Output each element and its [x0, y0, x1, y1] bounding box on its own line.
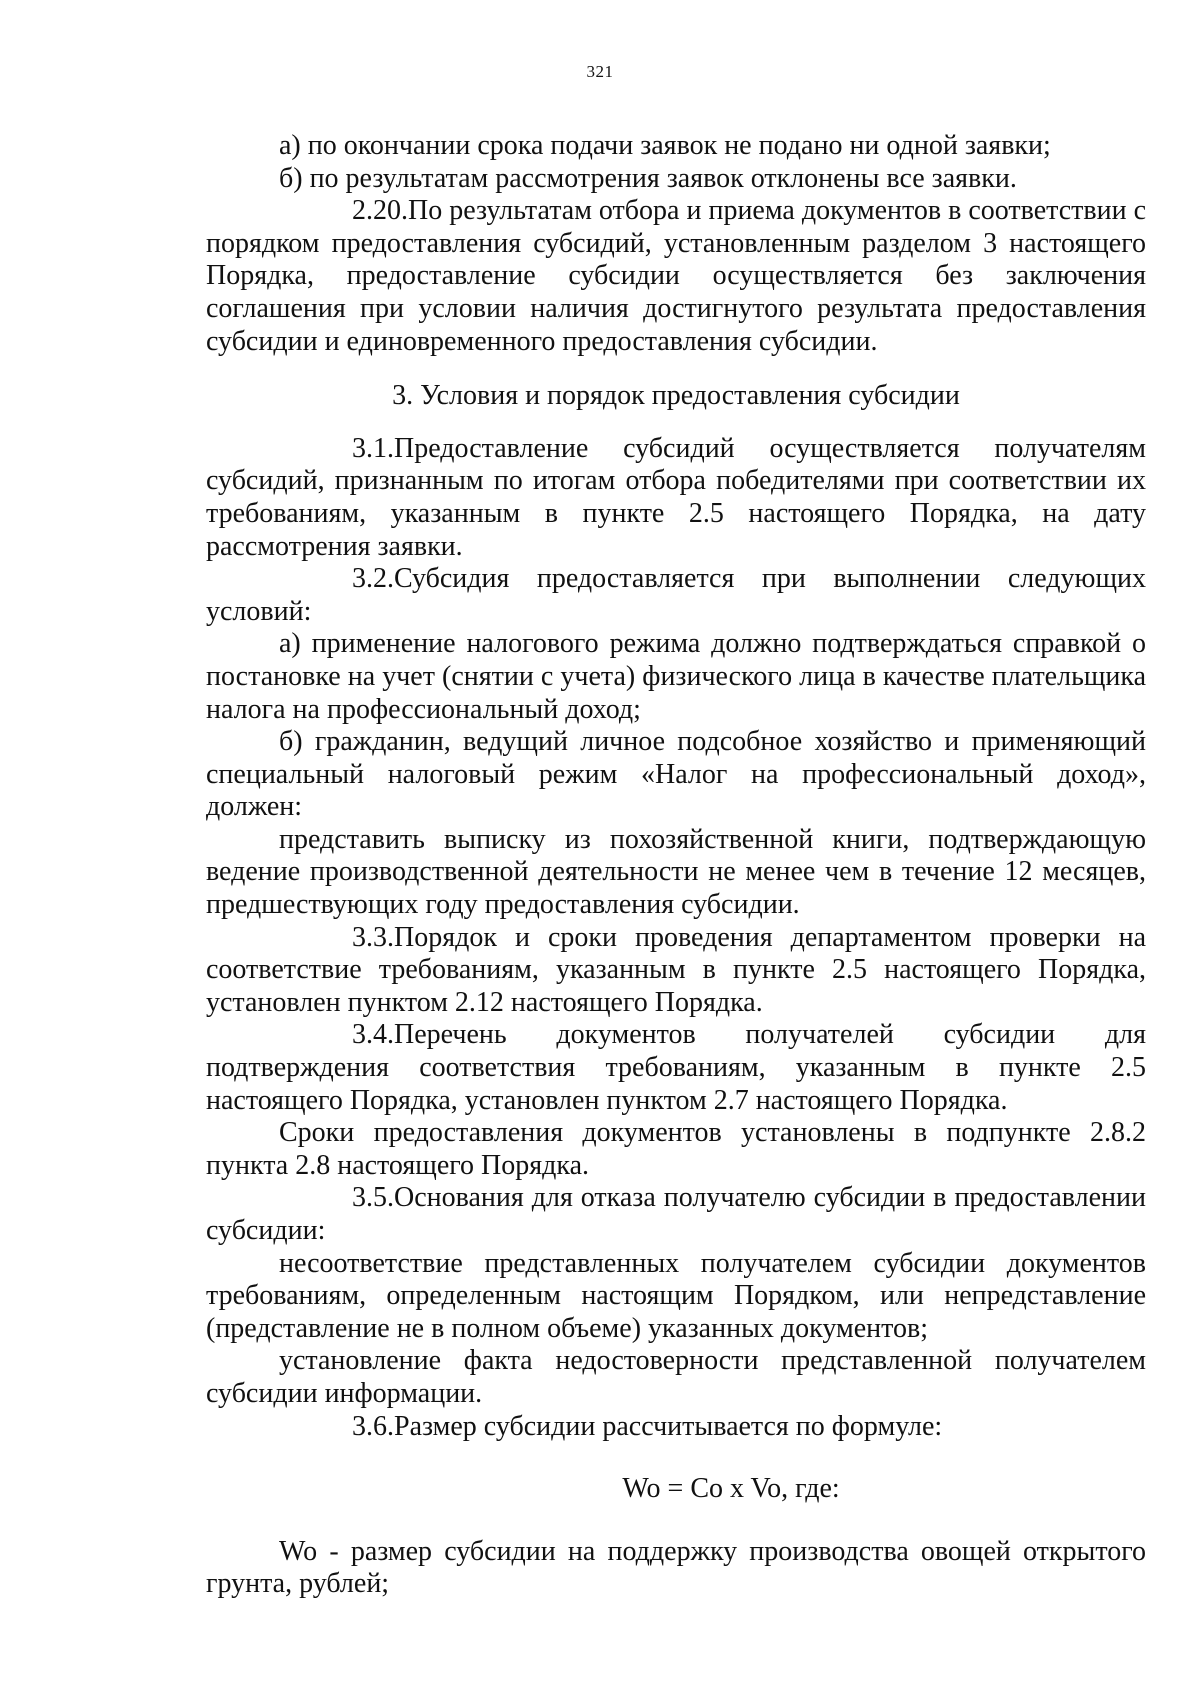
paragraph-3-6 [206, 1411, 1146, 1444]
clause-number: 3.3. [352, 921, 394, 953]
clause-number: 2.20. [352, 195, 408, 227]
paragraph-a-no-applications: а) по окончании срока подачи заявок не подано ни одной заявки; [279, 130, 1051, 161]
clause-number: 3.5. [352, 1182, 394, 1214]
paragraph-text: По результатам отбора и приема документов в соответствии с порядком предоставления субсидий, установленным разделом 3 настоящего Порядка, предоставление субсидии осуществляется без заключения соглашения при условии наличия достигнутого результата предоставления субсидии и единовременного предоставления субсидии. [206, 195, 1146, 357]
paragraph-3-2-b: б) гражданин, ведущий личное подсобное хозяйство и применяющий специальный налоговый режим «Налог на профессиональный доход», должен: [206, 726, 1146, 823]
paragraph-2-20 [206, 195, 1146, 358]
paragraph-text: Порядок и сроки проведения департаментом проверки на соответствие требованиям, указанным в пункте 2.5 настоящего Порядка, установлен пунктом 2.12 настоящего Порядка. [206, 921, 1146, 1018]
paragraph-text: Размер субсидии рассчитывается по формуле: [394, 1410, 943, 1442]
paragraph-3-5-reason-2: установление факта недостоверности представленной получателем субсидии информации. [206, 1345, 1146, 1409]
paragraph-3-4-deadlines: Сроки предоставления документов установлены в подпункте 2.8.2 пункта 2.8 настоящего Порядка. [206, 1117, 1146, 1181]
paragraph-text: Субсидия предоставляется при выполнении следующих условий: [206, 563, 1146, 627]
paragraph-3-5 [206, 1182, 1146, 1247]
clause-number: 3.4. [352, 1019, 394, 1051]
paragraph-text: Перечень документов получателей субсидии для подтверждения соответствия требованиям, указанным в пункте 2.5 настоящего Порядка, установлен пунктом 2.7 настоящего Порядка. [206, 1019, 1146, 1116]
clause-number: 3.2. [352, 563, 394, 595]
paragraph-3-2-a: а) применение налогового режима должно подтверждаться справкой о постановке на учет (снятии с учета) физического лица в качестве плательщика налога на профессиональный доход; [206, 628, 1146, 725]
paragraph-text: Основания для отказа получателю субсидии в предоставлении субсидии: [206, 1182, 1146, 1246]
paragraph-3-1 [206, 433, 1146, 563]
paragraph-3-2 [206, 563, 1146, 628]
paragraph-3-2-b-requirement: представить выписку из похозяйственной книги, подтверждающую ведение производственной деятельности не менее чем в течение 12 месяцев, предшествующих году предоставления субсидии. [206, 823, 1146, 921]
clause-number: 3.1. [352, 432, 394, 464]
paragraph-3-4 [206, 1019, 1146, 1117]
formula: Wo = Co x Vo, где: [622, 1473, 840, 1505]
document-body [206, 130, 1146, 1601]
page-number: 321 [586, 62, 614, 81]
paragraph-b-all-rejected: б) по результатам рассмотрения заявок отклонены все заявки. [279, 162, 1017, 194]
paragraph-wo-definition: Wo - размер субсидии на поддержку производства овощей открытого грунта, рублей; [206, 1535, 1146, 1600]
paragraph-text: Предоставление субсидий осуществляется получателям субсидий, признанным по итогам отбора победителями при соответствии их требованиям, указанным в пункте 2.5 настоящего Порядка, на дату рассмотрения заявки. [206, 432, 1146, 562]
paragraph-3-5-reason-1: несоответствие представленных получателем субсидии документов требованиям, определенным настоящим Порядком, или непредставление (представление не в полном объеме) указанных документов; [206, 1247, 1146, 1344]
clause-number: 3.6. [352, 1410, 394, 1442]
section-heading: 3. Условия и порядок предоставления субсидии [392, 380, 960, 412]
paragraph-3-3 [206, 922, 1146, 1020]
